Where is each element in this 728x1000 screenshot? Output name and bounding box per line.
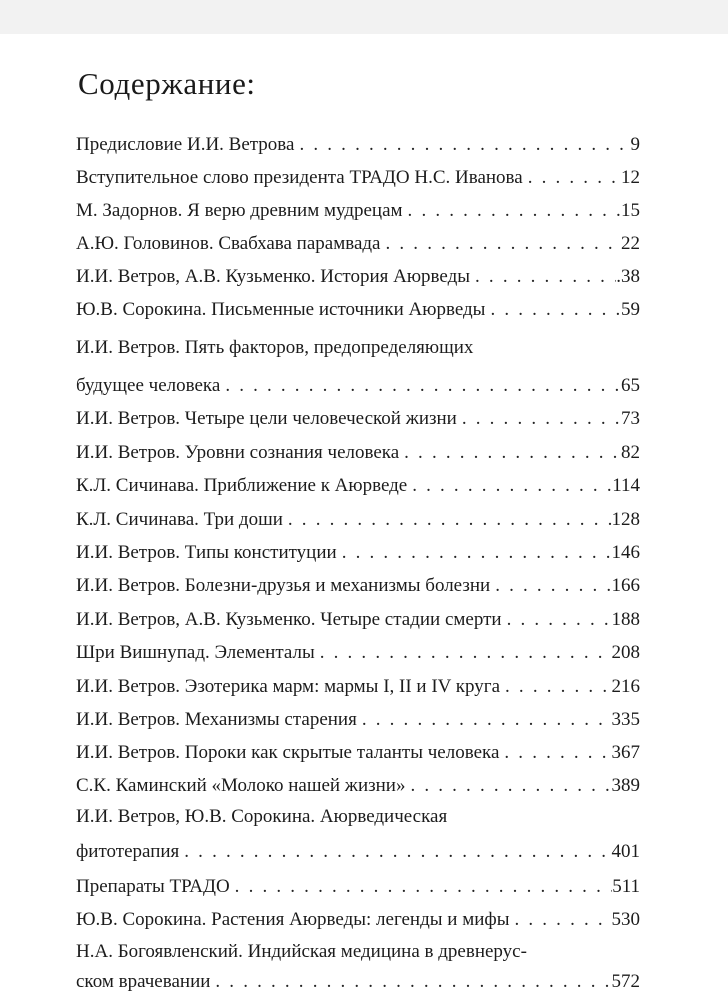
toc-entry-page: 59 (621, 299, 640, 320)
dot-leader (315, 642, 612, 664)
dot-leader (407, 475, 612, 497)
toc-entry-title: Ю.В. Сорокина. Растения Аюрведы: легенды и мифы (76, 909, 510, 930)
toc-entry (76, 408, 640, 430)
toc-entry-title: И.И. Ветров, А.В. Кузьменко. История Аюрведы (76, 266, 471, 287)
toc-entry (76, 167, 640, 189)
toc-entry-title: И.И. Ветров. Типы конституции (76, 542, 337, 563)
toc-entry-title: И.И. Ветров. Механизмы старения (76, 709, 357, 730)
dot-leader (381, 233, 622, 255)
book-page (0, 34, 728, 1000)
toc-entry-title: И.И. Ветров. Болезни-друзья и механизмы болезни (76, 575, 491, 596)
dot-leader (457, 408, 621, 430)
dot-leader (502, 609, 612, 631)
toc-entry-page: 73 (621, 408, 640, 429)
toc-entry (76, 806, 640, 863)
toc-entry-page: 216 (611, 676, 640, 697)
toc-entry-page: 9 (630, 134, 640, 155)
toc-entry-title: будущее человека (76, 375, 221, 396)
toc-entry (76, 876, 640, 898)
toc-entry-page: 146 (611, 542, 640, 563)
toc-entry-page: 188 (611, 609, 640, 630)
toc-entry (76, 475, 640, 497)
toc-entry (76, 941, 640, 993)
toc-entry (76, 642, 640, 664)
toc-entry-title: И.И. Ветров, А.В. Кузьменко. Четыре стадии смерти (76, 609, 502, 630)
dot-leader (399, 442, 621, 464)
toc-entry-title: Ю.В. Сорокина. Письменные источники Аюрведы (76, 299, 486, 320)
toc-entry-title: И.И. Ветров. Уровни сознания человека (76, 442, 400, 463)
toc-entry (76, 442, 640, 464)
toc-entry-title: И.И. Ветров. Эзотерика марм: мармы I, II и IV круга (76, 676, 501, 697)
toc-entry-title: Вступительное слово президента ТРАДО Н.С. Иванова (76, 167, 523, 188)
toc-entry-title: К.Л. Сичинава. Три доши (76, 509, 283, 530)
dot-leader (500, 676, 611, 698)
toc-entry (76, 575, 640, 597)
dot-leader (283, 509, 612, 531)
toc-entry-title: С.К. Каминский «Молоко нашей жизни» (76, 775, 406, 796)
toc-entry (76, 542, 640, 564)
toc-entry (76, 200, 640, 222)
toc-entry-page: 572 (611, 971, 640, 992)
toc-entry-page: 511 (612, 876, 640, 897)
toc-entry (76, 775, 640, 797)
dot-leader (210, 971, 611, 993)
dot-leader (403, 200, 621, 222)
toc-entry-title: ском врачевании (76, 971, 211, 992)
toc-entry-page: 22 (621, 233, 640, 254)
dot-leader (509, 909, 611, 931)
toc-entry-title: Предисловие И.И. Ветрова (76, 134, 295, 155)
dot-leader (485, 299, 621, 321)
page-title: Содержание: (78, 66, 256, 101)
toc-entry (76, 909, 640, 931)
toc-entry (76, 709, 640, 731)
toc-entry-page: 208 (611, 642, 640, 663)
toc-entry-page: 389 (611, 775, 640, 796)
toc-entry-title: А.Ю. Головинов. Свабхава парамвада (76, 233, 381, 254)
dot-leader (405, 775, 611, 797)
dot-leader (523, 167, 621, 189)
dot-leader (220, 375, 621, 397)
toc-entry (76, 676, 640, 698)
toc-entry-title-line1: Н.А. Богоявленский. Индийская медицина в древнерус- (76, 941, 527, 962)
dot-leader (499, 742, 611, 764)
toc-entry-page: 335 (611, 709, 640, 730)
dot-leader (470, 266, 616, 288)
dot-leader (337, 542, 612, 564)
toc-entry-page: 65 (621, 375, 640, 396)
toc-entry-title: М. Задорнов. Я верю древним мудрецам (76, 200, 403, 221)
toc-entry-title-line1: И.И. Ветров. Пять факторов, предопределяющих (76, 337, 474, 358)
toc-entry-page: 82 (621, 442, 640, 463)
toc-entry-page: 401 (611, 841, 640, 862)
toc-entry-title: Препараты ТРАДО (76, 876, 230, 897)
toc-entry-title: Шри Вишнупад. Элементалы (76, 642, 315, 663)
toc-entry (76, 299, 640, 321)
toc-entry-title: фитотерапия (76, 841, 180, 862)
toc-entry (76, 609, 640, 631)
toc-entry-page: 166 (611, 575, 640, 596)
toc-entry-page: 12 (621, 167, 640, 188)
toc-entry-page: 15 (621, 200, 640, 221)
toc-entry (76, 233, 640, 255)
toc-entry-page: 128 (611, 509, 640, 530)
dot-leader (490, 575, 611, 597)
toc-entry (76, 266, 640, 288)
toc-entry (76, 134, 640, 156)
toc-entry-page: 530 (611, 909, 640, 930)
toc-entry (76, 742, 640, 764)
toc-entry-page: 367 (611, 742, 640, 763)
toc-entry-title: И.И. Ветров. Четыре цели человеческой жизни (76, 408, 457, 429)
dot-leader (179, 841, 611, 863)
toc-entry-page: .38 (616, 266, 640, 287)
dot-leader (294, 134, 630, 156)
toc-entry-title-line1: И.И. Ветров, Ю.В. Сорокина. Аюрведическая (76, 806, 448, 827)
toc-entry (76, 337, 640, 397)
dot-leader (230, 876, 613, 898)
toc-entry (76, 509, 640, 531)
toc-entry-title: И.И. Ветров. Пороки как скрытые таланты человека (76, 742, 500, 763)
dot-leader (357, 709, 612, 731)
toc-entry-title: К.Л. Сичинава. Приближение к Аюрведе (76, 475, 408, 496)
toc-entry-page: 114 (612, 475, 640, 496)
